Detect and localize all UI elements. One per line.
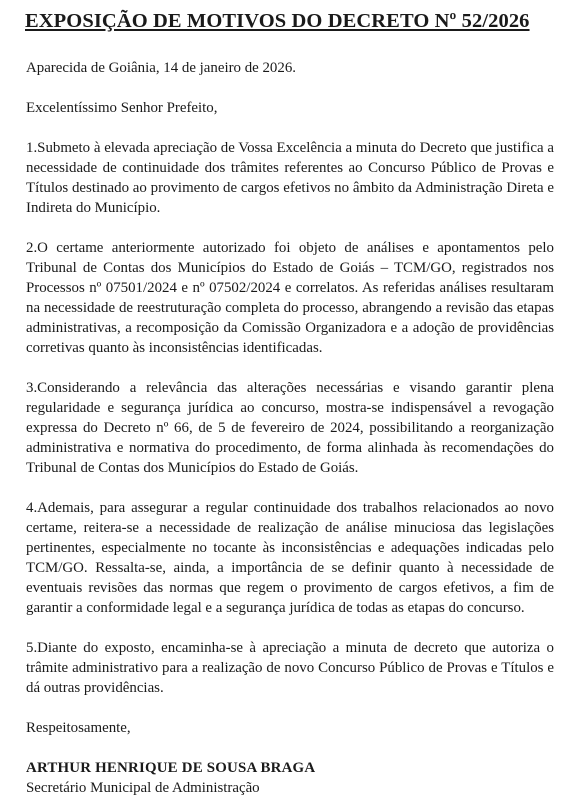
paragraph-1: 1.Submeto à elevada apreciação de Vossa Excelência a minuta do Decreto que justifica a necessidade de continuidade dos trâmites referentes ao Concurso Público de Provas e Títulos destinado ao provimento de cargos efetivos no âmbito da Administração Direta e Indireta do Município. <box>26 140 554 216</box>
salutation: Excelentíssimo Senhor Prefeito, <box>26 100 218 116</box>
closing: Respeitosamente, <box>26 720 131 736</box>
document-title: EXPOSIÇÃO DE MOTIVOS DO DECRETO Nº 52/2026 <box>25 10 530 32</box>
signatory-name: ARTHUR HENRIQUE DE SOUSA BRAGA <box>26 760 316 776</box>
paragraph-4: 4.Ademais, para assegurar a regular continuidade dos trabalhos relacionados ao novo certame, reitera-se a necessidade de realização de análise minuciosa das legislações pertinentes, especialmente no tocante às inconsistências e adequações indicadas pelo TCM/GO. Ressalta-se, ainda, a importância de se definir quanto à necessidade de eventuais revisões das normas que regem o provimento de cargos efetivos, a fim de garantir a conformidade legal e a segurança jurídica de todas as etapas do concurso. <box>26 500 554 616</box>
paragraph-3: 3.Considerando a relevância das alterações necessárias e visando garantir plena regularidade e segurança jurídica ao concurso, mostra-se indispensável a revogação expressa do Decreto nº 66, de 5 de fevereiro de 2024, possibilitando a reorganização administrativa e normativa do procedimento, de forma alinhada às recomendações do Tribunal de Contas dos Municípios do Estado de Goiás. <box>26 380 554 476</box>
paragraph-2: 2.O certame anteriormente autorizado foi objeto de análises e apontamentos pelo Tribunal de Contas dos Municípios do Estado de Goiás – TCM/GO, registrados nos Processos nº 07501/2024 e nº 07502/2024 e correlatos. As referidas análises resultaram na necessidade de reestruturação completa do processo, abrangendo a revisão das etapas administrativas, a recomposição da Comissão Organizadora e a adoção de providências corretivas quanto às inconsistências identificadas. <box>26 240 554 356</box>
paragraph-5: 5.Diante do exposto, encaminha-se à apreciação a minuta de decreto que autoriza o trâmite administrativo para a realização de novo Concurso Público de Provas e Títulos e dá outras providências. <box>26 640 554 696</box>
signatory-role: Secretário Municipal de Administração <box>26 780 260 796</box>
dateline: Aparecida de Goiânia, 14 de janeiro de 2026. <box>26 60 296 76</box>
